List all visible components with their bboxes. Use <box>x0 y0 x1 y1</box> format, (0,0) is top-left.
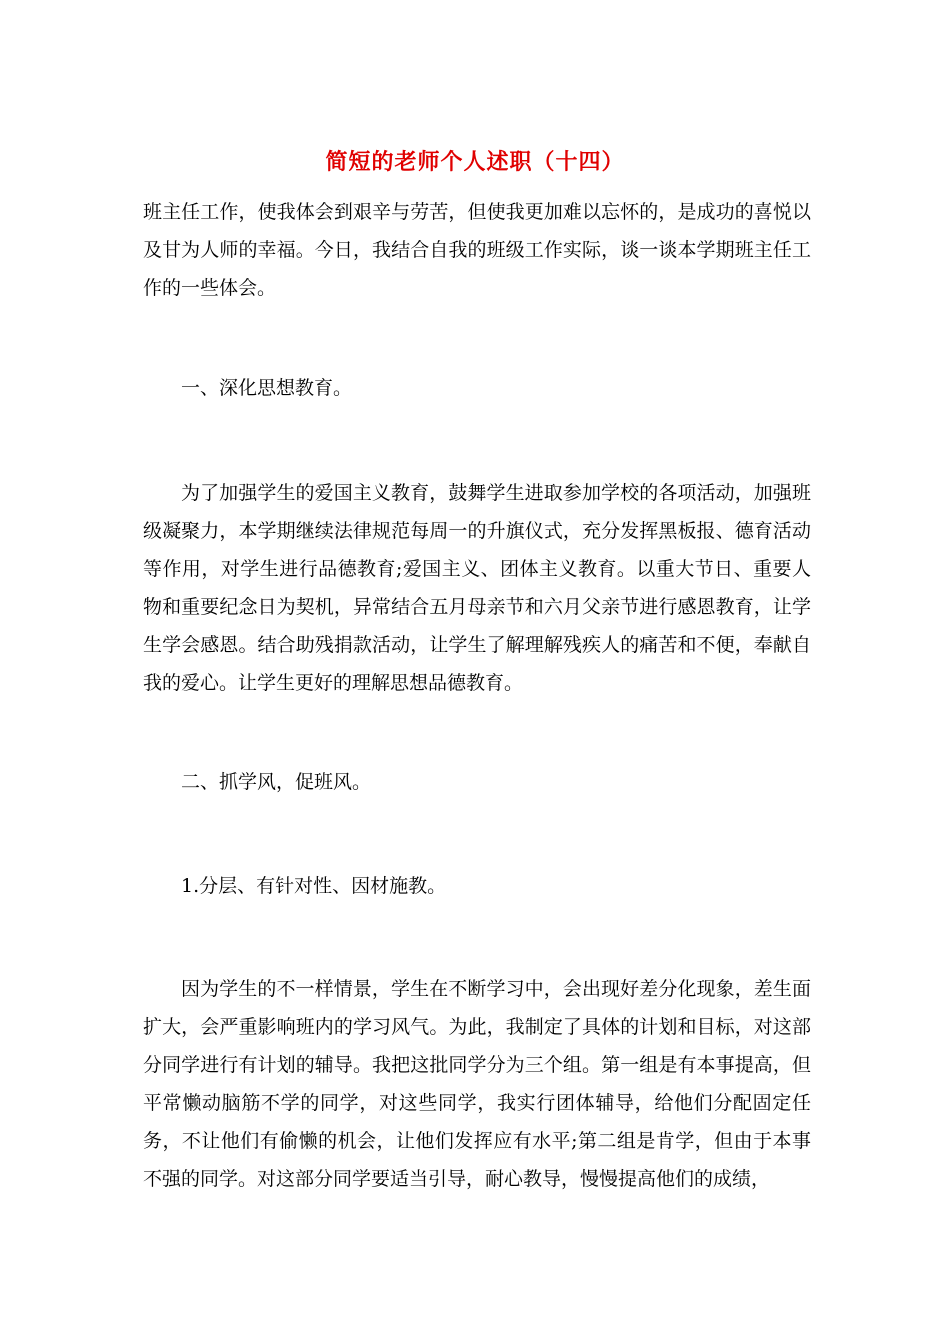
intro-paragraph: 班主任工作，使我体会到艰辛与劳苦，但使我更加难以忘怀的，是成功的喜悦以及甘为人师的幸福。今日，我结合自我的班级工作实际，谈一谈本学期班主任工作的一些体会。 <box>143 201 811 299</box>
section-1-paragraph: 为了加强学生的爱国主义教育，鼓舞学生进取参加学校的各项活动，加强班级凝聚力，本学期继续法律规范每周一的升旗仪式，充分发挥黑板报、德育活动等作用，对学生进行品德教育;爱国主义、团体主义教育。以重大节日、重要人物和重要纪念日为契机，异常结合五月母亲节和六月父亲节进行感恩教育，让学生学会感恩。结合助残捐款活动，让学生了解理解残疾人的痛苦和不便，奉献自我的爱心。让学生更好的理解思想品德教育。 <box>143 482 811 694</box>
section-1-heading: 一、深化思想教育。 <box>181 377 353 399</box>
section-2-subheading-1: 1.分层、有针对性、因材施教。 <box>181 875 447 897</box>
section-2-heading: 二、抓学风，促班风。 <box>181 771 372 793</box>
section-2-paragraph: 因为学生的不一样情景，学生在不断学习中，会出现好差分化现象，差生面扩大，会严重影响班内的学习风气。为此，我制定了具体的计划和目标，对这部分同学进行有计划的辅导。我把这批同学分为三个组。第一组是有本事提高，但平常懒动脑筋不学的同学，对这些同学，我实行团体辅导，给他们分配固定任务，不让他们有偷懒的机会，让他们发挥应有水平;第二组是肯学，但由于本事不强的同学。对这部分同学要适当引导，耐心教导，慢慢提高他们的成绩， <box>143 978 811 1190</box>
document-title: 简短的老师个人述职（十四） <box>325 149 625 175</box>
